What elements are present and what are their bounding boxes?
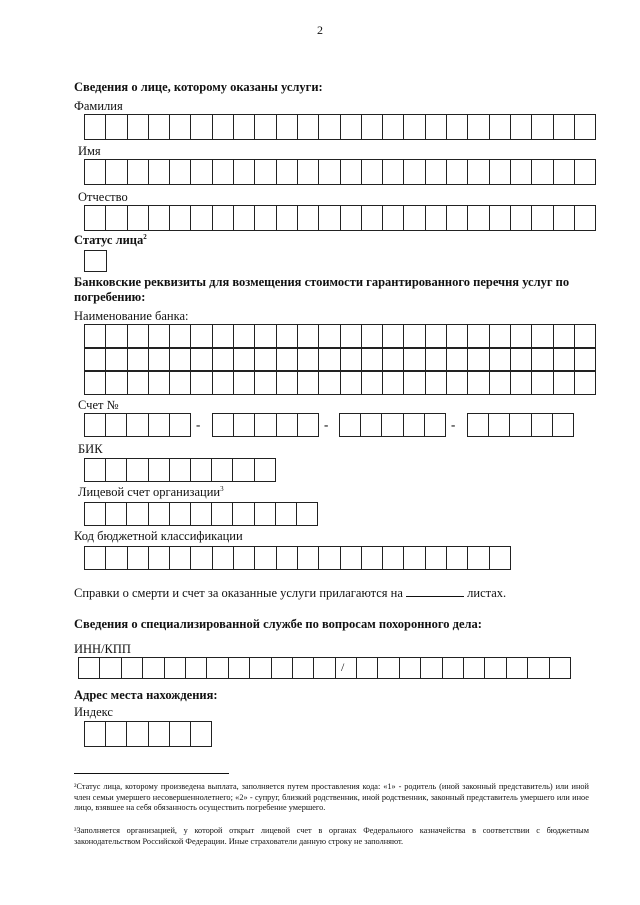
input-cell[interactable] xyxy=(447,324,468,348)
bank-name-field-row1[interactable] xyxy=(84,324,596,348)
input-cell[interactable] xyxy=(426,159,447,185)
footnote-separator xyxy=(74,773,229,774)
input-cell[interactable] xyxy=(127,413,148,437)
input-cell[interactable] xyxy=(404,546,425,570)
input-cell[interactable] xyxy=(213,413,234,437)
input-cell[interactable] xyxy=(255,546,276,570)
input-cell[interactable] xyxy=(85,114,106,140)
input-cell[interactable] xyxy=(170,159,191,185)
status-code-field[interactable] xyxy=(84,250,107,272)
input-cell[interactable] xyxy=(191,348,212,371)
input-cell[interactable] xyxy=(191,324,212,348)
input-cell[interactable] xyxy=(362,159,383,185)
input-cell[interactable] xyxy=(490,546,511,570)
input-cell[interactable] xyxy=(277,546,298,570)
input-cell[interactable] xyxy=(447,371,468,395)
input-cell[interactable] xyxy=(297,502,318,526)
input-cell[interactable] xyxy=(233,502,254,526)
input-cell[interactable] xyxy=(404,324,425,348)
input-cell[interactable] xyxy=(79,657,100,679)
footnote-mark-2: 2 xyxy=(143,233,147,241)
input-cell[interactable] xyxy=(468,413,489,437)
input-cell[interactable] xyxy=(106,159,127,185)
input-cell[interactable] xyxy=(234,413,255,437)
input-cell[interactable] xyxy=(532,348,553,371)
input-cell[interactable] xyxy=(170,413,191,437)
input-cell[interactable] xyxy=(128,348,149,371)
input-cell[interactable] xyxy=(383,371,404,395)
inn-kpp-label: ИНН/КПП xyxy=(74,642,131,656)
input-cell[interactable] xyxy=(426,546,447,570)
input-cell[interactable] xyxy=(511,114,532,140)
personal-account-label: Лицевой счет организации$^3$ xyxy=(78,485,224,500)
input-cell[interactable] xyxy=(362,205,383,231)
input-cell[interactable] xyxy=(85,348,106,371)
input-cell[interactable] xyxy=(298,205,319,231)
account-separator-1: - xyxy=(196,417,201,432)
input-cell[interactable] xyxy=(383,205,404,231)
input-cell[interactable] xyxy=(447,114,468,140)
input-cell[interactable] xyxy=(341,348,362,371)
input-cell[interactable] xyxy=(575,159,596,185)
input-cell[interactable] xyxy=(421,657,442,679)
input-cell[interactable] xyxy=(319,348,340,371)
input-cell[interactable] xyxy=(170,546,191,570)
input-cell[interactable] xyxy=(191,458,212,482)
bik-field[interactable] xyxy=(84,458,276,482)
input-cell[interactable] xyxy=(255,324,276,348)
input-cell[interactable] xyxy=(272,657,293,679)
input-cell[interactable] xyxy=(170,324,191,348)
input-cell[interactable] xyxy=(213,324,234,348)
input-cell[interactable] xyxy=(128,159,149,185)
input-cell[interactable] xyxy=(490,324,511,348)
input-cell[interactable] xyxy=(170,114,191,140)
input-cell[interactable] xyxy=(170,348,191,371)
footnote-2: ²Статус лица, которому произведена выплата, заполняется путем проставления кода: «1» - родитель (иной законный представитель) или иной член семьи умершего несовершеннолетнего; «2» - супруг, близкий родственник, иной родственник, законный представитель умершего или иное лицо, взявшее на себя обязанность осуществить погребение умершего. xyxy=(74,782,589,813)
input-cell[interactable] xyxy=(340,413,361,437)
input-cell[interactable] xyxy=(314,657,335,679)
input-cell[interactable] xyxy=(149,348,170,371)
input-cell[interactable] xyxy=(382,413,403,437)
input-cell[interactable] xyxy=(212,458,233,482)
input-cell[interactable] xyxy=(106,114,127,140)
input-cell[interactable] xyxy=(468,371,489,395)
input-cell[interactable] xyxy=(149,721,170,747)
input-cell[interactable] xyxy=(383,114,404,140)
input-cell[interactable] xyxy=(404,159,425,185)
input-cell[interactable] xyxy=(341,205,362,231)
input-cell[interactable] xyxy=(277,371,298,395)
input-cell[interactable] xyxy=(277,348,298,371)
input-cell[interactable] xyxy=(319,371,340,395)
input-cell[interactable] xyxy=(149,546,170,570)
input-cell[interactable] xyxy=(319,324,340,348)
input-cell[interactable] xyxy=(255,458,276,482)
input-cell[interactable] xyxy=(511,205,532,231)
input-cell[interactable] xyxy=(106,348,127,371)
input-cell[interactable] xyxy=(383,324,404,348)
input-cell[interactable] xyxy=(511,324,532,348)
page-number: 2 xyxy=(317,23,323,37)
input-cell[interactable] xyxy=(85,371,106,395)
account-field-part3[interactable] xyxy=(339,413,446,437)
input-cell[interactable] xyxy=(319,205,340,231)
input-cell[interactable] xyxy=(277,205,298,231)
input-cell[interactable] xyxy=(447,159,468,185)
input-cell[interactable] xyxy=(298,114,319,140)
index-label: Индекс xyxy=(74,705,113,719)
input-cell[interactable] xyxy=(511,348,532,371)
attachments-line: Справки о смерти и счет за оказанные услуги прилагаются на листах. xyxy=(74,586,507,600)
input-cell[interactable] xyxy=(464,657,485,679)
input-cell[interactable] xyxy=(170,205,191,231)
budget-code-label: Код бюджетной классификации xyxy=(74,529,243,543)
input-cell[interactable] xyxy=(468,348,489,371)
inn-kpp-field[interactable] xyxy=(78,657,571,679)
input-cell[interactable] xyxy=(426,114,447,140)
input-cell[interactable] xyxy=(532,413,553,437)
input-cell[interactable] xyxy=(149,159,170,185)
index-field[interactable] xyxy=(84,721,212,747)
input-cell[interactable] xyxy=(575,371,596,395)
input-cell[interactable] xyxy=(106,205,127,231)
inn-kpp-separator: / xyxy=(341,660,345,674)
input-cell[interactable] xyxy=(191,114,212,140)
input-cell[interactable] xyxy=(341,546,362,570)
input-cell[interactable] xyxy=(149,413,170,437)
input-cell[interactable] xyxy=(426,371,447,395)
input-cell[interactable] xyxy=(85,458,106,482)
input-cell[interactable] xyxy=(550,657,571,679)
input-cell[interactable] xyxy=(575,205,596,231)
input-cell[interactable] xyxy=(404,205,425,231)
input-cell[interactable] xyxy=(378,657,399,679)
input-cell[interactable] xyxy=(234,205,255,231)
input-cell[interactable] xyxy=(298,413,319,437)
patronymic-label: Отчество xyxy=(78,190,128,204)
input-cell[interactable] xyxy=(276,502,297,526)
input-cell[interactable] xyxy=(362,114,383,140)
input-cell[interactable] xyxy=(341,114,362,140)
input-cell[interactable] xyxy=(170,721,191,747)
input-cell[interactable] xyxy=(143,657,164,679)
input-cell[interactable] xyxy=(85,324,106,348)
input-cell[interactable] xyxy=(207,657,228,679)
input-cell[interactable] xyxy=(362,324,383,348)
input-cell[interactable] xyxy=(426,348,447,371)
input-cell[interactable] xyxy=(341,324,362,348)
input-cell[interactable] xyxy=(554,348,575,371)
footnote-mark-3: 3 xyxy=(220,485,224,493)
input-cell[interactable] xyxy=(85,546,106,570)
input-cell[interactable] xyxy=(106,371,127,395)
input-cell[interactable] xyxy=(106,413,127,437)
bank-name-label: Наименование банка: xyxy=(74,309,189,323)
input-cell[interactable] xyxy=(106,502,127,526)
input-cell[interactable] xyxy=(319,546,340,570)
input-cell[interactable] xyxy=(170,371,191,395)
status-label: Статус лица$^2$ xyxy=(74,233,147,248)
input-cell[interactable] xyxy=(490,371,511,395)
input-cell[interactable] xyxy=(490,159,511,185)
input-cell[interactable] xyxy=(127,721,148,747)
input-cell[interactable] xyxy=(383,546,404,570)
input-cell[interactable] xyxy=(361,413,382,437)
input-cell[interactable] xyxy=(149,371,170,395)
input-cell[interactable] xyxy=(468,324,489,348)
account-field-part2[interactable] xyxy=(212,413,319,437)
input-cell[interactable] xyxy=(298,348,319,371)
input-cell[interactable] xyxy=(447,546,468,570)
input-cell[interactable] xyxy=(255,371,276,395)
input-cell[interactable] xyxy=(425,413,446,437)
input-cell[interactable] xyxy=(213,348,234,371)
input-cell[interactable] xyxy=(128,324,149,348)
input-cell[interactable] xyxy=(528,657,549,679)
input-cell[interactable] xyxy=(554,371,575,395)
input-cell[interactable] xyxy=(170,502,191,526)
input-cell[interactable] xyxy=(357,657,378,679)
bank-section-heading-line1: Банковские реквизиты для возмещения стоимости гарантированного перечня услуг по xyxy=(74,275,570,289)
input-cell[interactable] xyxy=(234,546,255,570)
input-cell[interactable] xyxy=(85,159,106,185)
input-cell[interactable] xyxy=(341,159,362,185)
budget-code-field[interactable] xyxy=(84,546,511,570)
input-cell[interactable] xyxy=(277,114,298,140)
input-cell[interactable] xyxy=(127,502,148,526)
input-cell[interactable] xyxy=(85,205,106,231)
input-cell[interactable] xyxy=(362,371,383,395)
input-cell[interactable] xyxy=(85,413,106,437)
input-cell[interactable] xyxy=(485,657,506,679)
input-cell[interactable] xyxy=(298,546,319,570)
input-cell[interactable] xyxy=(553,413,574,437)
input-cell[interactable] xyxy=(128,546,149,570)
input-cell[interactable] xyxy=(489,413,510,437)
input-cell[interactable] xyxy=(554,114,575,140)
input-cell[interactable] xyxy=(191,721,212,747)
input-cell[interactable] xyxy=(532,205,553,231)
input-cell[interactable] xyxy=(212,502,233,526)
input-cell[interactable] xyxy=(255,159,276,185)
input-cell[interactable] xyxy=(255,413,276,437)
input-cell[interactable] xyxy=(426,205,447,231)
input-cell[interactable] xyxy=(554,159,575,185)
surname-field[interactable] xyxy=(84,114,596,140)
input-cell[interactable] xyxy=(362,348,383,371)
input-cell[interactable] xyxy=(191,205,212,231)
input-cell[interactable] xyxy=(122,657,143,679)
input-cell[interactable] xyxy=(532,114,553,140)
input-cell[interactable] xyxy=(336,657,357,679)
input-cell[interactable] xyxy=(255,348,276,371)
input-cell[interactable] xyxy=(85,721,106,747)
input-cell[interactable] xyxy=(128,371,149,395)
input-cell[interactable] xyxy=(191,159,212,185)
personal-account-field[interactable] xyxy=(84,502,318,526)
input-cell[interactable] xyxy=(319,114,340,140)
footnote-3: ³Заполняется организацией, у которой открыт лицевой счет в органах Федерального казначейства в соответствии с бюджетным законодательством Российской Федерации. Иные страхователи данную строку не заполняют. xyxy=(74,826,589,846)
input-cell[interactable] xyxy=(186,657,207,679)
input-cell[interactable] xyxy=(511,371,532,395)
input-cell[interactable] xyxy=(234,324,255,348)
input-cell[interactable] xyxy=(443,657,464,679)
input-cell[interactable] xyxy=(293,657,314,679)
account-field-part4[interactable] xyxy=(467,413,574,437)
input-cell[interactable] xyxy=(298,371,319,395)
input-cell[interactable] xyxy=(277,413,298,437)
bik-label: БИК xyxy=(78,442,103,456)
input-cell[interactable] xyxy=(213,371,234,395)
input-cell[interactable] xyxy=(426,324,447,348)
input-cell[interactable] xyxy=(404,348,425,371)
input-cell[interactable] xyxy=(447,205,468,231)
account-separator-2: - xyxy=(324,417,329,432)
input-cell[interactable] xyxy=(511,159,532,185)
name-label: Имя xyxy=(78,144,101,158)
bank-name-field-row3[interactable] xyxy=(84,371,596,395)
input-cell[interactable] xyxy=(532,324,553,348)
input-cell[interactable] xyxy=(404,413,425,437)
input-cell[interactable] xyxy=(490,114,511,140)
input-cell[interactable] xyxy=(532,371,553,395)
input-cell[interactable] xyxy=(404,114,425,140)
sheet-count-blank[interactable] xyxy=(406,585,464,597)
person-section-heading: Сведения о лице, которому оказаны услуги: xyxy=(74,80,323,94)
input-cell[interactable] xyxy=(468,114,489,140)
input-cell[interactable] xyxy=(277,324,298,348)
input-cell[interactable] xyxy=(234,114,255,140)
input-cell[interactable] xyxy=(468,205,489,231)
input-cell[interactable] xyxy=(234,371,255,395)
input-cell[interactable] xyxy=(298,159,319,185)
input-cell[interactable] xyxy=(165,657,186,679)
input-cell[interactable] xyxy=(100,657,121,679)
input-cell[interactable] xyxy=(106,324,127,348)
input-cell[interactable] xyxy=(468,159,489,185)
input-cell[interactable] xyxy=(234,159,255,185)
input-cell[interactable] xyxy=(106,546,127,570)
input-cell[interactable] xyxy=(400,657,421,679)
input-cell[interactable] xyxy=(213,114,234,140)
name-field[interactable] xyxy=(84,159,596,185)
input-cell[interactable] xyxy=(128,114,149,140)
input-cell[interactable] xyxy=(106,458,127,482)
input-cell[interactable] xyxy=(106,721,127,747)
input-cell[interactable] xyxy=(234,348,255,371)
input-cell[interactable] xyxy=(170,458,191,482)
service-section-heading: Сведения о специализированной службе по вопросам похоронного дела: xyxy=(74,617,482,631)
input-cell[interactable] xyxy=(554,324,575,348)
account-separator-3: - xyxy=(451,417,456,432)
input-cell[interactable] xyxy=(255,114,276,140)
input-cell[interactable] xyxy=(362,546,383,570)
input-cell[interactable] xyxy=(149,205,170,231)
input-cell[interactable] xyxy=(149,324,170,348)
input-cell[interactable] xyxy=(490,205,511,231)
input-cell[interactable] xyxy=(404,371,425,395)
patronymic-field[interactable] xyxy=(84,205,596,231)
input-cell[interactable] xyxy=(127,458,148,482)
input-cell[interactable] xyxy=(383,348,404,371)
account-field-part1[interactable] xyxy=(84,413,191,437)
input-cell[interactable] xyxy=(490,348,511,371)
input-cell[interactable] xyxy=(298,324,319,348)
input-cell[interactable] xyxy=(255,502,276,526)
input-cell[interactable] xyxy=(149,114,170,140)
input-cell[interactable] xyxy=(575,324,596,348)
account-label: Счет № xyxy=(78,398,119,412)
input-cell[interactable] xyxy=(191,371,212,395)
input-cell[interactable] xyxy=(255,205,276,231)
input-cell[interactable] xyxy=(507,657,528,679)
input-cell[interactable] xyxy=(468,546,489,570)
input-cell[interactable] xyxy=(191,502,212,526)
input-cell[interactable] xyxy=(575,348,596,371)
input-cell[interactable] xyxy=(532,159,553,185)
input-cell[interactable] xyxy=(510,413,531,437)
input-cell[interactable] xyxy=(149,502,170,526)
input-cell[interactable] xyxy=(213,546,234,570)
input-cell[interactable] xyxy=(447,348,468,371)
input-cell[interactable] xyxy=(149,458,170,482)
input-cell[interactable] xyxy=(233,458,254,482)
input-cell[interactable] xyxy=(575,114,596,140)
input-cell[interactable] xyxy=(250,657,271,679)
input-cell[interactable] xyxy=(341,371,362,395)
input-cell[interactable] xyxy=(85,250,107,272)
input-cell[interactable] xyxy=(85,502,106,526)
input-cell[interactable] xyxy=(277,159,298,185)
input-cell[interactable] xyxy=(319,159,340,185)
bank-name-field-row2[interactable] xyxy=(84,348,596,371)
bank-section-heading-line2: погребению: xyxy=(74,290,146,304)
input-cell[interactable] xyxy=(383,159,404,185)
input-cell[interactable] xyxy=(554,205,575,231)
address-heading: Адрес места нахождения: xyxy=(74,688,218,702)
input-cell[interactable] xyxy=(229,657,250,679)
input-cell[interactable] xyxy=(213,159,234,185)
input-cell[interactable] xyxy=(128,205,149,231)
surname-label: Фамилия xyxy=(74,99,123,113)
input-cell[interactable] xyxy=(191,546,212,570)
input-cell[interactable] xyxy=(213,205,234,231)
